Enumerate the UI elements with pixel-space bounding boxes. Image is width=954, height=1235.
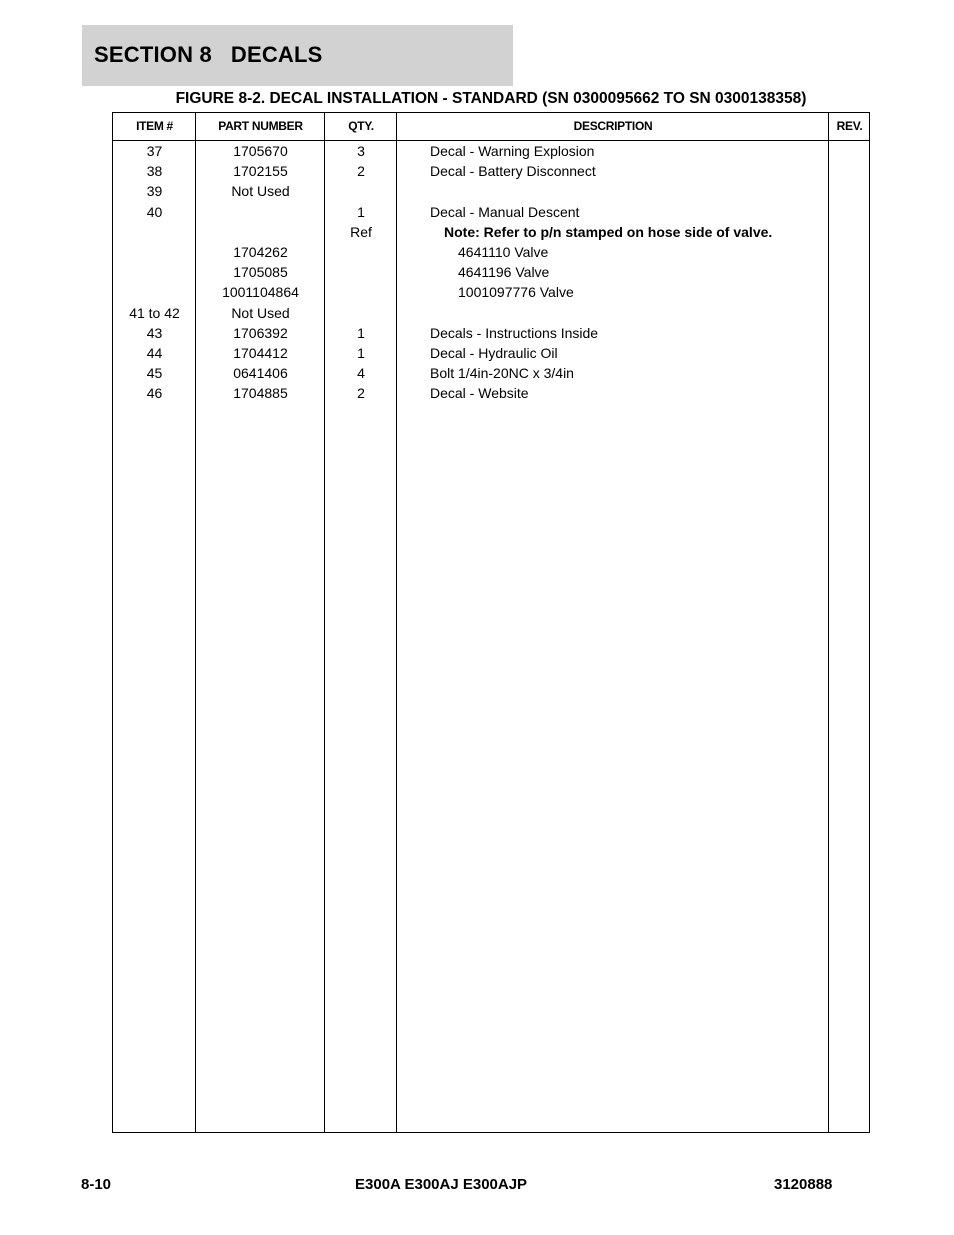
description-cell: Decal - Hydraulic Oil: [430, 344, 558, 361]
section-title: SECTION 8 DECALS: [94, 42, 323, 67]
part-number-cell: 1704262: [233, 243, 288, 260]
description-cell: 4641110 Valve: [458, 243, 549, 260]
qty-cell: 2: [357, 163, 365, 180]
model-numbers: E300A E300AJ E300AJP: [355, 1176, 528, 1193]
item-cell: 40: [146, 203, 163, 220]
description-cell: Decal - Manual Descent: [430, 203, 580, 220]
table-row: [113, 383, 869, 403]
qty-cell: 4: [357, 365, 365, 382]
part-number-cell: 1001104864: [222, 284, 299, 301]
table-row: [113, 282, 869, 302]
item-cell: 45: [146, 365, 163, 382]
description-cell: Bolt 1/4in-20NC x 3/4in: [430, 365, 574, 382]
part-number-cell: 1704885: [233, 385, 288, 402]
qty-cell: 1: [357, 324, 365, 341]
table-row: [113, 141, 869, 161]
table-row: [113, 323, 869, 343]
description-cell: Decals - Instructions Inside: [430, 324, 599, 341]
table-row: [113, 363, 869, 383]
description-cell: Decal - Battery Disconnect: [430, 163, 596, 180]
description-cell: Decal - Website: [430, 385, 529, 402]
part-number-cell: Not Used: [231, 183, 290, 200]
table-row: [113, 343, 869, 363]
part-number-cell: 0641406: [233, 365, 288, 382]
table-row: [113, 181, 869, 201]
description-cell: 1001097776 Valve: [458, 284, 574, 301]
item-cell: 43: [146, 324, 163, 341]
part-number-cell: 1702155: [233, 163, 288, 180]
part-number-cell: 1706392: [233, 324, 288, 341]
parts-table: [112, 112, 870, 1133]
item-cell: 41 to 42: [129, 304, 180, 321]
column-header-rev: REV.: [836, 119, 863, 133]
table-row: [113, 202, 869, 222]
column-header-description: DESCRIPTION: [573, 119, 653, 133]
part-number-cell: 1705670: [233, 143, 288, 159]
table-body: [113, 141, 869, 403]
item-cell: 46: [146, 385, 163, 402]
column-header-qty: QTY.: [348, 119, 374, 133]
description-cell: 4641196 Valve: [458, 264, 550, 281]
qty-cell: 3: [357, 143, 365, 159]
qty-cell: 1: [357, 203, 365, 220]
part-number-cell: Not Used: [231, 304, 290, 321]
item-cell: 39: [146, 183, 163, 200]
table-row: [113, 222, 869, 242]
qty-cell: 1: [357, 344, 365, 361]
item-cell: 44: [146, 344, 163, 361]
column-header-part-number: PART NUMBER: [218, 119, 303, 133]
table-row: [113, 242, 869, 262]
part-number-cell: 1705085: [233, 264, 288, 281]
section-header-bar: [82, 25, 513, 86]
page-number: 8-10: [81, 1176, 112, 1193]
item-cell: 37: [146, 143, 163, 159]
description-cell: Note: Refer to p/n stamped on hose side of valve.: [444, 223, 773, 240]
item-cell: 38: [146, 163, 163, 180]
qty-cell: 2: [357, 385, 365, 402]
document-number: 3120888: [774, 1176, 833, 1193]
table-row: [113, 161, 869, 181]
table-row: [113, 262, 869, 282]
table-row: [113, 303, 869, 323]
column-header-item: ITEM #: [136, 119, 173, 133]
description-cell: Decal - Warning Explosion: [430, 143, 595, 159]
figure-title: FIGURE 8-2. DECAL INSTALLATION - STANDARD (SN 0300095662 TO SN 0300138358): [175, 90, 807, 107]
qty-cell: Ref: [350, 223, 372, 240]
part-number-cell: 1704412: [233, 344, 288, 361]
